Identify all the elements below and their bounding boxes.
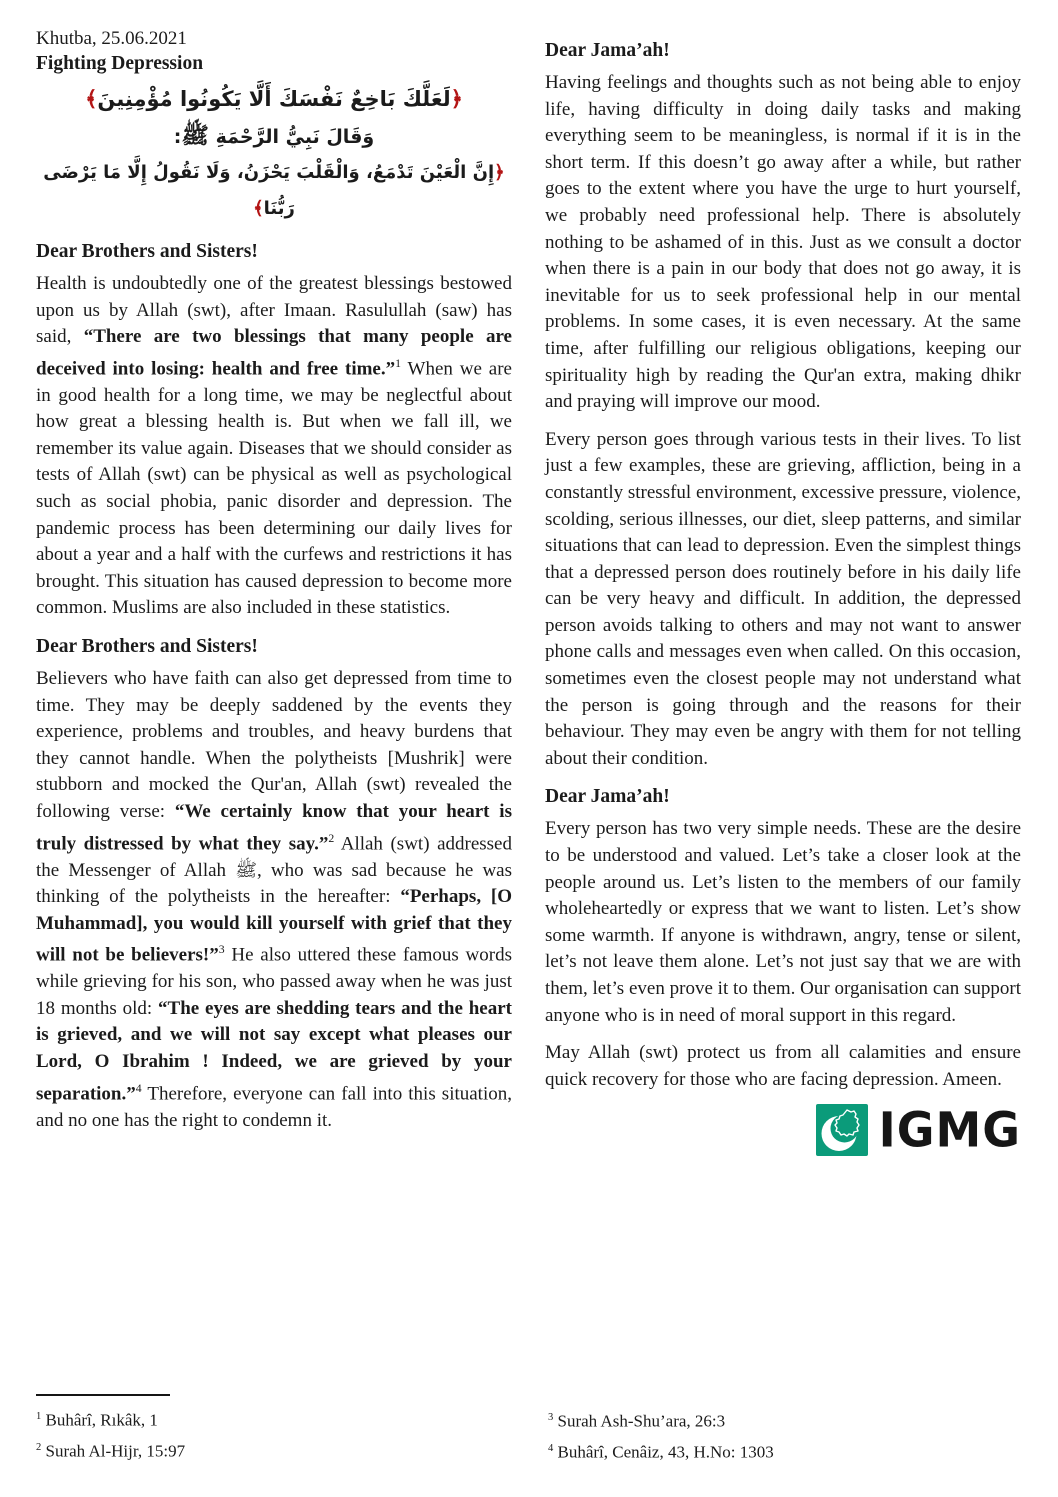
- text-run: “The eyes are shedding tears and the heart is grieved, and we will not say except what pleases our Lord, O Ibrahim ! Indeed, we are grieved by your separation.”: [36, 997, 512, 1104]
- footnote-ref: 1: [395, 356, 401, 370]
- footnote-separator: [36, 1394, 170, 1396]
- text-run: Every person has two very simple needs. These are the desire to be understood and valued. Let’s take a closer look at the people around us. Let’s listen to the members of our family wholeheartedly or express that we want to listen. Let’s show some warmth. If anyone is withdrawn, angry, tense or silent, let’s not leave them alone. Let’s not just say that we are with them, let’s even prove it to them. Our organisation can support anyone who is in need of moral support in this regard.: [545, 818, 1021, 1026]
- text-run: Allah (swt) addressed the Messenger of Allah: [36, 832, 512, 881]
- section-heading: [36, 240, 512, 264]
- doc-date: Khutba, 25.06.2021: [36, 28, 187, 49]
- doc-title: Fighting Depression: [36, 53, 204, 74]
- text-run: Therefore, everyone can fall into this situation, and no one has the right to condemn it.: [36, 1082, 512, 1131]
- body-paragraph: [545, 816, 1021, 1029]
- left-column-text: [36, 240, 512, 1134]
- footnote-2-text: Surah Al-Hijr, 15:97: [45, 1441, 186, 1461]
- footnotes-right: [548, 1404, 1028, 1465]
- text-run: He also uttered these famous words while grieving for his son, who passed away when he was just 18 months old:: [36, 944, 512, 1019]
- footnote-3: [548, 1404, 1028, 1435]
- text-run: Dear Jama’ah!: [545, 786, 670, 808]
- text-run: Dear Brothers and Sisters!: [36, 636, 258, 658]
- arabic-attribution-colon: :: [173, 126, 182, 148]
- footnote-1: [36, 1403, 516, 1434]
- footnote-ref: 2: [328, 831, 335, 845]
- text-run: Dear Brothers and Sisters!: [36, 241, 258, 262]
- footnote-2: [36, 1434, 516, 1465]
- footnote-1-marker: 1: [36, 1411, 42, 1422]
- text-run: Believers who have faith can also get depressed from time to time. They may be deeply saddened by the events they experience, problems and troubles, and heavy burdens that they cannot handle. When the polytheists [Mushrik] were stubborn and mocked the Qur'an, Allah (swt) revealed the following verse:: [36, 668, 512, 823]
- footnote-4-text: Buhârî, Cenâiz, 43, H.No: 1303: [557, 1442, 774, 1462]
- section-heading: [36, 635, 512, 659]
- body-paragraph: [36, 271, 512, 622]
- doc-header: [36, 26, 512, 76]
- verse-ornament-close: ﴾: [85, 87, 98, 111]
- arabic-hadith-text: إِنَّ الْعَيْنَ تَدْمَعُ، وَالْقَلْبَ يَحْزَنُ، وَلَا نَقُولُ إِلَّا مَا يَرْضَى رَبُّنَا: [43, 162, 495, 219]
- footnote-3-text: Surah Ash-Shu’ara, 26:3: [557, 1411, 726, 1431]
- footnotes-left: [36, 1394, 516, 1464]
- text-run: Every person goes through various tests in their lives. To list just a few examples, these are grieving, affliction, being in a constantly stressful environment, excessive pressure, violence, scolding, serious illnesses, our diet, sleep patterns, and similar situations that can lead to depression. Even the simplest things that a depressed person does routinely before in his daily life can be very heavy and difficult. In addition, the depressed person avoids talking to others and may not want to answer phone calls and messages even when called. On this occasion, sometimes even the closest people may not understand what the person is going through and the reasons for their behaviour. They may even be angry with them for not telling about their condition.: [545, 428, 1021, 769]
- text-run: May Allah (swt) protect us from all calamities and ensure quick recovery for those who are facing depression. Ameen.: [545, 1042, 1021, 1090]
- body-paragraph: [545, 427, 1021, 773]
- arabic-attribution: [36, 119, 512, 155]
- two-column-layout: [36, 26, 1022, 1159]
- text-run: “There are two blessings that many people are deceived into losing: health and free time.”: [36, 326, 512, 380]
- text-run: When we are in good health for a long time, we may be neglectful about how great a blessing health is. But when we fall ill, we remember its value again. Diseases that we should consider as tests of Allah (swt) can be physical as well as psychological such as social phobia, panic disorder and depression. The pandemic process has been determining our daily lives for about a year and a half with the curfews and restrictions it has brought. This situation has caused depression to become more common. Muslims are also included in these statistics.: [36, 358, 512, 619]
- footnote-4-marker: 4: [548, 1442, 554, 1454]
- text-run: “Perhaps, [O Muhammad], you would kill yourself with grief that they will not be believers!”: [36, 886, 513, 966]
- footnote-1-text: Buhârî, Rıkâk, 1: [45, 1410, 158, 1430]
- body-paragraph: [545, 70, 1021, 416]
- section-heading: [545, 785, 1021, 809]
- hadith-ornament-close: ﴾: [253, 198, 264, 219]
- verse-ornament-open: ﴿: [450, 87, 463, 111]
- section-heading: [545, 39, 1021, 63]
- body-paragraph: [545, 1040, 1021, 1093]
- prophet-seal-glyph: ﷺ: [235, 859, 257, 881]
- igmg-crescent-icon: [816, 1104, 868, 1156]
- footnote-3-marker: 3: [548, 1412, 554, 1423]
- footnote-4: [548, 1435, 1028, 1466]
- arabic-verse: [36, 79, 512, 119]
- footnote-ref: 3: [218, 943, 225, 957]
- body-paragraph: [36, 666, 512, 1134]
- right-column-text: [545, 39, 1021, 1093]
- igmg-logo: [545, 1102, 1021, 1159]
- arabic-verse-text: لَعَلَّكَ بَاخِعٌ نَفْسَكَ أَلَّا يَكُونُوا مُؤْمِنِينَ: [97, 87, 451, 111]
- hadith-ornament-open: ﴿: [494, 162, 505, 183]
- arabic-attribution-text: وَقَالَ نَبِيُّ الرَّحْمَةِ: [215, 126, 375, 148]
- text-run: Health is undoubtedly one of the greatest blessings bestowed upon us by Allah (swt), after Imaan. Rasulullah (saw) has said,: [36, 273, 512, 348]
- igmg-wordmark: IGMG: [878, 1102, 1021, 1159]
- text-run: , who was sad because he was thinking of the polytheists in the hereafter:: [36, 859, 512, 908]
- footnote-2-marker: 2: [36, 1441, 42, 1453]
- left-column: [36, 26, 512, 1156]
- text-run: Dear Jama’ah!: [545, 40, 670, 61]
- prophet-seal-glyph: ﷺ: [181, 123, 209, 149]
- right-column: [545, 26, 1021, 1159]
- text-run: “We certainly know that your heart is truly distressed by what they say.”: [36, 801, 512, 854]
- text-run: Having feelings and thoughts such as not being able to enjoy life, having difficulty in doing daily tasks and making everything seem to be meaningless, is normal if it is in the short term. If this doesn’t go away after a while, but rather goes to the extent where you have the urge to hurt yourself, we probably need professional help. There is absolutely nothing to be ashamed of in this. Just as we consult a doctor when there is a pain in our body that does not go away, it is inevitable for us to seek professional help in our mental problems. In some cases, it is even necessary. At the same time, after fulfilling our religious obligations, keeping our spirituality high by reading the Qur'an extra, making dhikr and praying will improve our mood.: [545, 72, 1021, 413]
- footnote-ref: 4: [135, 1081, 142, 1095]
- arabic-hadith: [36, 155, 512, 227]
